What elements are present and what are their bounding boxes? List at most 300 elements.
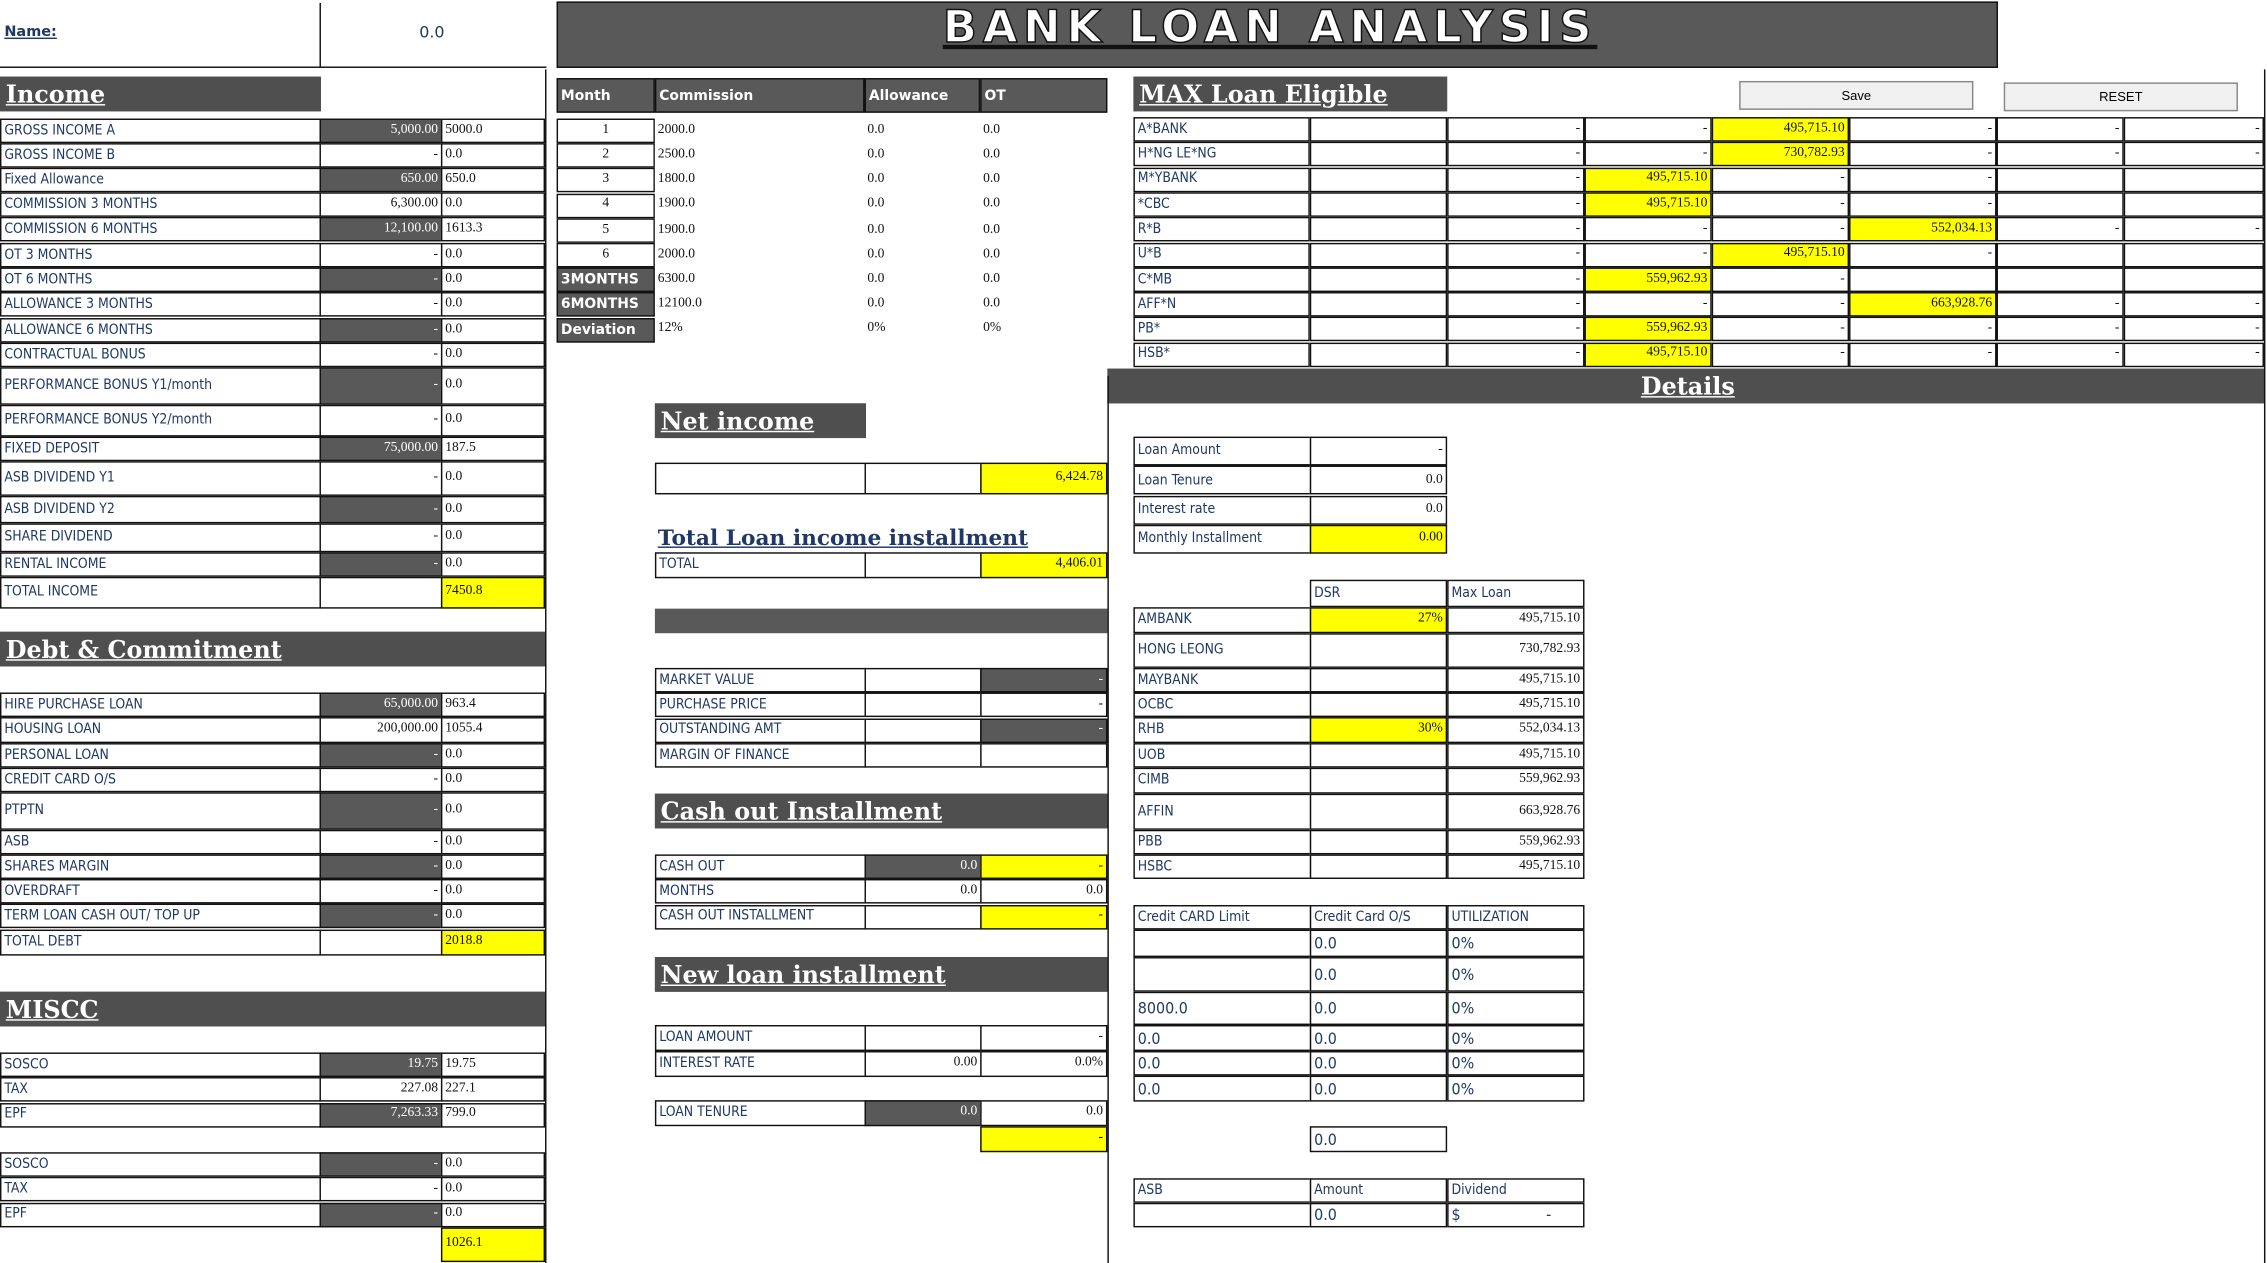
property-value[interactable]: - (980, 718, 1107, 743)
month-commission[interactable]: 2000.0 (655, 119, 865, 144)
income-input[interactable]: 75,000.00 (319, 437, 442, 462)
asb-header-2: Dividend (1447, 1178, 1584, 1203)
dsr-bank: AFFIN (1133, 794, 1311, 830)
cc-utilization: 0% (1447, 957, 1584, 992)
debt-input[interactable]: - (319, 792, 442, 830)
dsr-bank: UOB (1133, 743, 1311, 768)
reset-button[interactable]: RESET (2004, 82, 2238, 111)
cc-utilization: 0% (1447, 1025, 1584, 1051)
debt-row-label: SHARES MARGIN (0, 854, 321, 879)
debt-row-label: OVERDRAFT (0, 879, 321, 904)
max-loan-value: - (1447, 217, 1584, 242)
max-loan-value (1310, 317, 1447, 342)
month-label: 1 (557, 119, 655, 144)
max-loan-value: - (1997, 217, 2124, 242)
max-loan-value (1310, 217, 1447, 242)
cash-out-header: Cash out Installment (655, 794, 1108, 829)
property-value[interactable]: - (980, 668, 1107, 693)
income-row-label: ALLOWANCE 3 MONTHS (0, 292, 321, 317)
debt-calc: 963.4 (441, 692, 545, 717)
name-value[interactable]: 0.0 (419, 23, 445, 42)
property-label: MARKET VALUE (655, 668, 866, 693)
asb-amount[interactable]: 0.0 (1310, 1203, 1447, 1228)
max-loan-value: - (1997, 142, 2124, 167)
income-row-label: CONTRACTUAL BONUS (0, 343, 321, 368)
income-row-label: OT 6 MONTHS (0, 267, 321, 292)
cc-utilization: 0% (1447, 992, 1584, 1025)
income-input[interactable]: 5,000.00 (319, 119, 442, 144)
dsr-max-loan: 495,715.10 (1447, 668, 1584, 693)
max-loan-value: - (2124, 217, 2264, 242)
month-allowance[interactable]: 0.0 (865, 143, 981, 168)
income-row-label: COMMISSION 6 MONTHS (0, 217, 321, 242)
debt-row-label: PERSONAL LOAN (0, 743, 321, 768)
new-loan-installment: - (980, 1126, 1107, 1152)
income-input[interactable]: 650.00 (319, 168, 442, 193)
max-loan-value: 559,962.93 (1584, 317, 1711, 342)
total-income-blank (319, 577, 442, 609)
dsr-value[interactable] (1310, 854, 1447, 879)
max-loan-value: - (1712, 292, 1849, 317)
debt-input[interactable]: - (319, 904, 442, 929)
currency-symbol: $ (1451, 1205, 1461, 1225)
max-loan-value: - (1447, 342, 1584, 367)
cash-out-label: CASH OUT INSTALLMENT (655, 904, 866, 929)
income-calc: 0.0 (441, 496, 545, 523)
max-loan-bank: *CBC (1133, 192, 1309, 217)
debt-row-label: ASB (0, 830, 321, 855)
misc-calc: 0.0 (441, 1177, 545, 1202)
misc-total-value: 1026.1 (441, 1227, 545, 1262)
month-ot[interactable]: 0.0 (980, 193, 1107, 218)
max-loan-value (1997, 242, 2124, 267)
income-calc: 0.0 (441, 343, 545, 368)
save-button[interactable]: Save (1739, 81, 1973, 110)
income-input[interactable]: - (319, 243, 442, 268)
max-loan-value (1310, 142, 1447, 167)
income-calc: 0.0 (441, 243, 545, 268)
income-row-label: FIXED DEPOSIT (0, 437, 321, 462)
cc-header-0: Credit CARD Limit (1133, 905, 1311, 930)
misc-input[interactable]: 19.75 (319, 1052, 442, 1077)
max-loan-value (2124, 192, 2264, 217)
income-header: Income (0, 77, 321, 112)
property-bar (655, 609, 1108, 634)
cc-total: 0.0 (1310, 1126, 1447, 1152)
max-loan-value: 495,715.10 (1712, 242, 1849, 267)
month-allowance[interactable]: 0.0 (865, 268, 981, 293)
misc-row-label: EPF (0, 1102, 321, 1127)
misc-input[interactable]: - (319, 1152, 442, 1177)
debt-calc: 0.0 (441, 854, 545, 879)
property-blank (865, 693, 982, 718)
new-loan-header: New loan installment (655, 957, 1108, 992)
month-label: 6 (557, 243, 655, 268)
max-loan-bank: C*MB (1133, 267, 1309, 292)
month-label: 3MONTHS (557, 268, 655, 293)
max-loan-header: MAX Loan Eligible (1133, 77, 1447, 112)
right-panel-border (1107, 376, 1108, 1263)
max-loan-value: - (1447, 142, 1584, 167)
debt-calc: 0.0 (441, 743, 545, 768)
title-banner (557, 1, 1998, 68)
loan-detail-value[interactable]: - (1310, 437, 1447, 466)
month-ot[interactable]: 0.0 (980, 168, 1107, 193)
income-row-label: GROSS INCOME B (0, 143, 321, 168)
month-allowance[interactable]: 0.0 (865, 243, 981, 268)
max-loan-value: - (1849, 142, 1996, 167)
debt-row-label: TERM LOAN CASH OUT/ TOP UP (0, 904, 321, 929)
dsr-bank: CIMB (1133, 768, 1311, 794)
misc-row-label: TAX (0, 1077, 321, 1102)
income-row-label: OT 3 MONTHS (0, 243, 321, 268)
misc-calc: 0.0 (441, 1202, 545, 1227)
income-row-label: GROSS INCOME A (0, 119, 321, 144)
debt-calc: 0.0 (441, 768, 545, 793)
month-allowance[interactable]: 0.0 (865, 218, 981, 243)
dsr-bank: HONG LEONG (1133, 633, 1311, 668)
income-input[interactable]: - (319, 461, 442, 496)
max-loan-value (1997, 167, 2124, 192)
left-panel-border (545, 69, 546, 1263)
max-loan-value: - (1447, 167, 1584, 192)
month-commission[interactable]: 1900.0 (655, 218, 865, 243)
max-loan-value: 495,715.10 (1584, 192, 1711, 217)
month-commission[interactable]: 12% (655, 317, 865, 342)
cash-out-input[interactable]: 0.0 (865, 854, 982, 879)
dsr-max-loan: 495,715.10 (1447, 743, 1584, 768)
misc-row-label: EPF (0, 1202, 321, 1227)
asb-dividend (1447, 1203, 1584, 1228)
dsr-bank: PBB (1133, 830, 1311, 855)
new-loan-label: LOAN TENURE (655, 1100, 866, 1126)
max-loan-value: - (2124, 117, 2264, 142)
property-label: OUTSTANDING AMT (655, 718, 866, 743)
month-header-0: Month (557, 78, 655, 113)
income-input[interactable]: - (319, 496, 442, 523)
net-income-value: 6,424.78 (980, 463, 1107, 495)
max-loan-value: - (1584, 217, 1711, 242)
right-page-edge (2264, 69, 2265, 1263)
dsr-value[interactable] (1310, 768, 1447, 794)
debt-input[interactable]: - (319, 854, 442, 879)
dsr-value[interactable] (1310, 743, 1447, 768)
cc-outstanding: 0.0 (1310, 1025, 1447, 1051)
debt-input[interactable]: - (319, 743, 442, 768)
dsr-max-loan: 495,715.10 (1447, 607, 1584, 633)
cash-out-input[interactable]: 0.0 (865, 879, 982, 904)
month-header-1: Commission (655, 78, 865, 113)
income-input[interactable]: - (319, 367, 442, 405)
month-commission[interactable]: 6300.0 (655, 268, 865, 293)
name-label: Name: (4, 24, 57, 41)
debt-input[interactable]: - (319, 768, 442, 793)
month-commission[interactable]: 1900.0 (655, 193, 865, 218)
max-loan-value: - (1997, 292, 2124, 317)
dividend-value: - (1546, 1205, 1552, 1225)
income-input[interactable]: - (319, 143, 442, 168)
max-loan-value: 552,034.13 (1849, 217, 1996, 242)
income-calc: 0.0 (441, 523, 545, 552)
month-allowance[interactable]: 0.0 (865, 119, 981, 144)
max-loan-value: - (1712, 167, 1849, 192)
details-header: Details (1107, 369, 2264, 404)
dsr-value[interactable]: 27% (1310, 607, 1447, 633)
max-loan-value: - (1849, 342, 1996, 367)
debt-calc: 1055.4 (441, 717, 545, 743)
property-blank (865, 668, 982, 693)
loan-detail-value[interactable]: 0.00 (1310, 525, 1447, 554)
net-income-cell-a (655, 463, 866, 495)
misc-calc: 19.75 (441, 1052, 545, 1077)
asb-header-1: Amount (1310, 1178, 1447, 1203)
loan-detail-label: Interest rate (1133, 495, 1311, 524)
cc-header-2: UTILIZATION (1447, 905, 1584, 930)
max-loan-value (1849, 267, 1996, 292)
net-income-cell-b (865, 463, 982, 495)
loan-detail-value[interactable]: 0.0 (1310, 495, 1447, 524)
cc-utilization: 0% (1447, 930, 1584, 957)
property-value[interactable]: - (980, 693, 1107, 718)
income-input[interactable]: 6,300.00 (319, 192, 442, 217)
misc-input[interactable]: - (319, 1177, 442, 1202)
max-loan-value: 663,928.76 (1849, 292, 1996, 317)
total-installment-header: Total Loan income installment (657, 524, 1029, 551)
income-input[interactable]: - (319, 552, 442, 577)
property-blank (865, 743, 982, 768)
misc-row-label: TAX (0, 1177, 321, 1202)
net-income-header: Net income (655, 403, 866, 438)
dsr-bank: OCBC (1133, 692, 1311, 717)
max-loan-value (1997, 267, 2124, 292)
month-allowance[interactable]: 0% (865, 317, 981, 342)
property-value[interactable] (980, 743, 1107, 768)
cc-outstanding: 0.0 (1310, 930, 1447, 957)
income-calc: 0.0 (441, 552, 545, 577)
max-loan-value: 495,715.10 (1712, 117, 1849, 142)
name-divider (319, 3, 320, 67)
max-loan-value: 730,782.93 (1712, 142, 1849, 167)
name-underline (0, 67, 546, 68)
income-row-label: RENTAL INCOME (0, 552, 321, 577)
month-ot[interactable]: 0.0 (980, 243, 1107, 268)
cash-out-result: 0.0 (980, 879, 1107, 904)
month-commission[interactable]: 2500.0 (655, 143, 865, 168)
new-loan-value[interactable]: 0.0% (980, 1051, 1107, 1077)
income-input[interactable]: - (319, 267, 442, 292)
debt-calc: 0.0 (441, 879, 545, 904)
max-loan-value: 559,962.93 (1584, 267, 1711, 292)
debt-input[interactable]: - (319, 879, 442, 904)
max-loan-value (1310, 167, 1447, 192)
income-calc: 0.0 (441, 267, 545, 292)
month-commission[interactable]: 12100.0 (655, 293, 865, 318)
loan-detail-label: Loan Amount (1133, 437, 1311, 466)
cc-limit[interactable]: 0.0 (1133, 1051, 1311, 1076)
max-loan-col-header: Max Loan (1447, 580, 1584, 607)
max-loan-value: - (1447, 317, 1584, 342)
income-row-label: COMMISSION 3 MONTHS (0, 192, 321, 217)
max-loan-value: - (1584, 292, 1711, 317)
cc-limit[interactable]: 0.0 (1133, 1076, 1311, 1102)
income-calc: 0.0 (441, 292, 545, 317)
max-loan-bank: AFF*N (1133, 292, 1309, 317)
max-loan-value: - (1849, 117, 1996, 142)
dsr-value[interactable]: 30% (1310, 717, 1447, 743)
misc-calc: 227.1 (441, 1077, 545, 1102)
income-calc: 0.0 (441, 318, 545, 343)
max-loan-value: - (2124, 317, 2264, 342)
cash-out-result: - (980, 904, 1107, 929)
max-loan-value: 495,715.10 (1584, 342, 1711, 367)
max-loan-value: 495,715.10 (1584, 167, 1711, 192)
asb-header-0: ASB (1133, 1178, 1311, 1203)
income-calc: 0.0 (441, 143, 545, 168)
max-loan-value: - (1584, 242, 1711, 267)
month-ot[interactable]: 0.0 (980, 119, 1107, 144)
dsr-header: DSR (1310, 580, 1447, 607)
dsr-bank: RHB (1133, 717, 1311, 743)
max-loan-value: - (1849, 167, 1996, 192)
max-loan-value: - (1712, 217, 1849, 242)
max-loan-value (1310, 192, 1447, 217)
max-loan-value: - (2124, 292, 2264, 317)
debt-input[interactable]: 200,000.00 (319, 717, 442, 743)
cc-limit[interactable]: 8000.0 (1133, 992, 1311, 1025)
asb-blank (1133, 1203, 1311, 1228)
income-row-label: ASB DIVIDEND Y1 (0, 461, 321, 496)
month-allowance[interactable]: 0.0 (865, 168, 981, 193)
dsr-max-loan: 730,782.93 (1447, 633, 1584, 668)
new-loan-value[interactable]: 0.0 (980, 1100, 1107, 1126)
cash-out-label: MONTHS (655, 879, 866, 904)
cash-out-label: CASH OUT (655, 854, 866, 879)
income-input[interactable]: 12,100.00 (319, 217, 442, 242)
dsr-value[interactable] (1310, 668, 1447, 693)
total-debt-blank (319, 930, 442, 956)
max-loan-value: - (1712, 317, 1849, 342)
cc-limit[interactable] (1133, 930, 1311, 957)
income-input[interactable]: - (319, 523, 442, 552)
debt-calc: 0.0 (441, 792, 545, 830)
income-input[interactable]: - (319, 405, 442, 437)
cc-header-1: Credit Card O/S (1310, 905, 1447, 930)
debt-row-label: HIRE PURCHASE LOAN (0, 692, 321, 717)
cc-utilization: 0% (1447, 1051, 1584, 1076)
month-ot[interactable]: 0.0 (980, 218, 1107, 243)
dsr-value[interactable] (1310, 692, 1447, 717)
income-calc: 0.0 (441, 405, 545, 437)
loan-detail-label: Monthly Installment (1133, 525, 1311, 554)
income-input[interactable]: - (319, 292, 442, 317)
month-commission[interactable]: 1800.0 (655, 168, 865, 193)
income-input[interactable]: - (319, 343, 442, 368)
property-blank (865, 718, 982, 743)
misc-input[interactable]: - (319, 1202, 442, 1227)
income-calc: 187.5 (441, 437, 545, 462)
total-debt-label: TOTAL DEBT (0, 930, 321, 956)
misc-row-label: SOSCO (0, 1052, 321, 1077)
max-loan-bank: U*B (1133, 242, 1309, 267)
dsr-max-loan: 559,962.93 (1447, 830, 1584, 855)
max-loan-value: - (1849, 242, 1996, 267)
cc-limit[interactable] (1133, 957, 1311, 992)
month-allowance[interactable]: 0.0 (865, 193, 981, 218)
income-calc: 0.0 (441, 192, 545, 217)
total-debt-value: 2018.8 (441, 930, 545, 956)
misc-header: MISCC (0, 992, 545, 1027)
dsr-max-loan: 559,962.93 (1447, 768, 1584, 794)
max-loan-value (2124, 167, 2264, 192)
cc-outstanding: 0.0 (1310, 957, 1447, 992)
debt-calc: 0.0 (441, 904, 545, 929)
dsr-max-loan: 663,928.76 (1447, 794, 1584, 830)
max-loan-bank: PB* (1133, 317, 1309, 342)
new-loan-input[interactable]: 0.0 (865, 1100, 982, 1126)
total-income-label: TOTAL INCOME (0, 577, 321, 609)
dsr-value[interactable] (1310, 794, 1447, 830)
max-loan-value (2124, 267, 2264, 292)
debt-input[interactable]: - (319, 830, 442, 855)
month-allowance[interactable]: 0.0 (865, 293, 981, 318)
max-loan-value (1310, 342, 1447, 367)
dsr-bank: HSBC (1133, 854, 1311, 879)
max-loan-bank: R*B (1133, 217, 1309, 242)
max-loan-bank: HSB* (1133, 342, 1309, 367)
app-title: BANK LOAN ANALYSIS (942, 1, 1598, 54)
max-loan-value (1310, 117, 1447, 142)
loan-detail-value[interactable]: 0.0 (1310, 466, 1447, 495)
max-loan-value: - (1997, 317, 2124, 342)
month-commission[interactable]: 2000.0 (655, 243, 865, 268)
max-loan-value: - (2124, 342, 2264, 367)
dsr-value[interactable] (1310, 633, 1447, 668)
income-calc: 0.0 (441, 367, 545, 405)
dsr-max-loan: 552,034.13 (1447, 717, 1584, 743)
month-ot[interactable]: 0% (980, 317, 1107, 342)
cc-outstanding: 0.0 (1310, 1076, 1447, 1102)
dsr-value[interactable] (1310, 830, 1447, 855)
max-loan-bank: A*BANK (1133, 117, 1309, 142)
month-ot[interactable]: 0.0 (980, 268, 1107, 293)
income-input[interactable]: - (319, 318, 442, 343)
property-label: MARGIN OF FINANCE (655, 743, 866, 768)
month-ot[interactable]: 0.0 (980, 293, 1107, 318)
income-calc: 650.0 (441, 168, 545, 193)
misc-row-label: SOSCO (0, 1152, 321, 1177)
income-calc: 0.0 (441, 461, 545, 496)
cash-out-input[interactable] (865, 904, 982, 929)
debt-input[interactable]: 65,000.00 (319, 692, 442, 717)
month-ot[interactable]: 0.0 (980, 143, 1107, 168)
cc-limit[interactable]: 0.0 (1133, 1025, 1311, 1051)
total-installment-value: 4,406.01 (980, 552, 1107, 578)
max-loan-value: - (1712, 342, 1849, 367)
max-loan-value: - (1997, 117, 2124, 142)
misc-input[interactable]: 227.08 (319, 1077, 442, 1102)
debt-calc: 0.0 (441, 830, 545, 855)
income-row-label: ASB DIVIDEND Y2 (0, 496, 321, 523)
month-label: 5 (557, 218, 655, 243)
month-header-2: Allowance (865, 78, 981, 113)
new-loan-input[interactable] (865, 1025, 982, 1051)
debt-header: Debt & Commitment (0, 632, 545, 667)
new-loan-input[interactable]: 0.00 (865, 1051, 982, 1077)
month-label: 6MONTHS (557, 293, 655, 318)
dsr-bank: AMBANK (1133, 607, 1311, 633)
new-loan-value[interactable]: - (980, 1025, 1107, 1051)
misc-input[interactable]: 7,263.33 (319, 1102, 442, 1127)
